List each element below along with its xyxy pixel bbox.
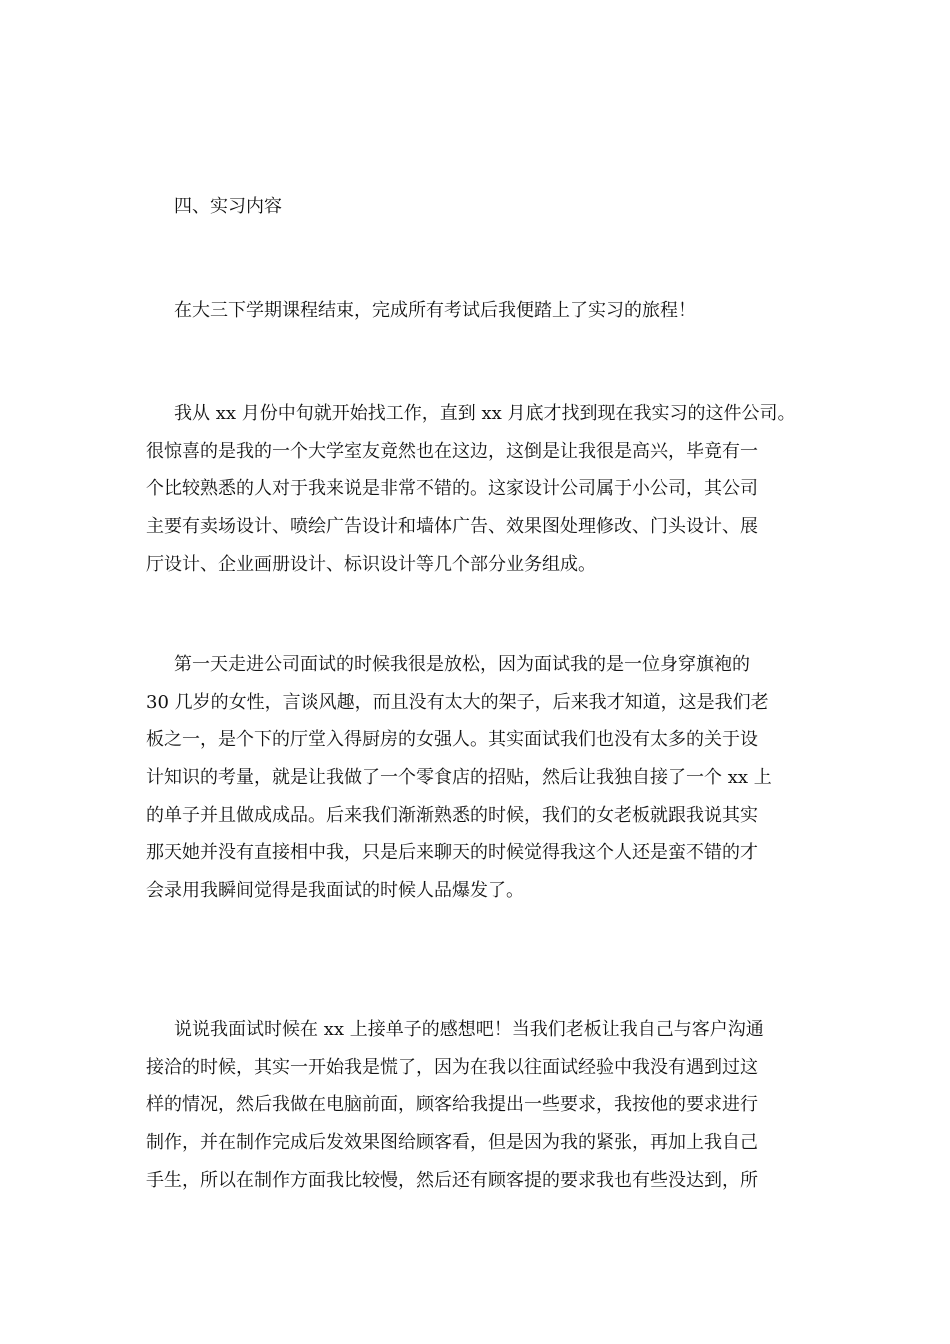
paragraph-line: 样的情况，然后我做在电脑前面，顾客给我提出一些要求，我按他的要求进行 bbox=[146, 1094, 758, 1116]
paragraph-line: 第一天走进公司面试的时候我很是放松，因为面试我的是一位身穿旗袍的 bbox=[174, 654, 750, 675]
paragraph-line: 板之一，是个下的厅堂入得厨房的女强人。其实面试我们也没有太多的关于设 bbox=[146, 729, 758, 751]
paragraph-line: 接洽的时候，其实一开始我是慌了，因为在我以往面试经验中我没有遇到过这 bbox=[146, 1056, 758, 1078]
paragraph-line: 说说我面试时候在 xx 上接单子的感想吧！当我们老板让我自己与客户沟通 bbox=[174, 1019, 764, 1040]
paragraph-line: 很惊喜的是我的一个大学室友竟然也在这边，这倒是让我很是高兴，毕竟有一 bbox=[146, 440, 758, 462]
paragraph-line: 我从 xx 月份中旬就开始找工作，直到 xx 月底才找到现在我实习的这件公司。 bbox=[174, 403, 796, 424]
paragraph-line: 制作，并在制作完成后发效果图给顾客看，但是因为我的紧张，再加上我自己 bbox=[146, 1132, 758, 1154]
paragraph-company-intro bbox=[146, 395, 826, 583]
paragraph-start-internship bbox=[146, 292, 826, 330]
paragraph-line: 30 几岁的女性，言谈风趣，而且没有太大的架子，后来我才知道，这是我们老 bbox=[146, 691, 769, 713]
paragraph-line: 那天她并没有直接相中我，只是后来聊天的时候觉得我这个人还是蛮不错的才 bbox=[146, 842, 758, 864]
paragraph-first-day bbox=[146, 646, 826, 910]
paragraph-line: 手生，所以在制作方面我比较慢，然后还有顾客提的要求我也有些没达到，所 bbox=[146, 1169, 758, 1191]
paragraph-line: 的单子并且做成成品。后来我们渐渐熟悉的时候，我们的女老板就跟我说其实 bbox=[146, 804, 758, 826]
paragraph-line: 个比较熟悉的人对于我来说是非常不错的。这家设计公司属于小公司，其公司 bbox=[146, 478, 758, 500]
paragraph-line: 计知识的考量，就是让我做了一个零食店的招贴，然后让我独自接了一个 xx 上 bbox=[146, 767, 772, 789]
paragraph-line: 会录用我瞬间觉得是我面试的时候人品爆发了。 bbox=[146, 880, 524, 902]
paragraph-line: 在大三下学期课程结束，完成所有考试后我便踏上了实习的旅程！ bbox=[174, 300, 696, 321]
paragraph-line: 主要有卖场设计、喷绘广告设计和墙体广告、效果图处理修改、门头设计、展 bbox=[146, 516, 758, 538]
paragraph-first-order bbox=[146, 1011, 826, 1199]
paragraph-line: 厅设计、企业画册设计、标识设计等几个部分业务组成。 bbox=[146, 553, 596, 575]
section-heading: 四、实习内容 bbox=[174, 196, 282, 217]
